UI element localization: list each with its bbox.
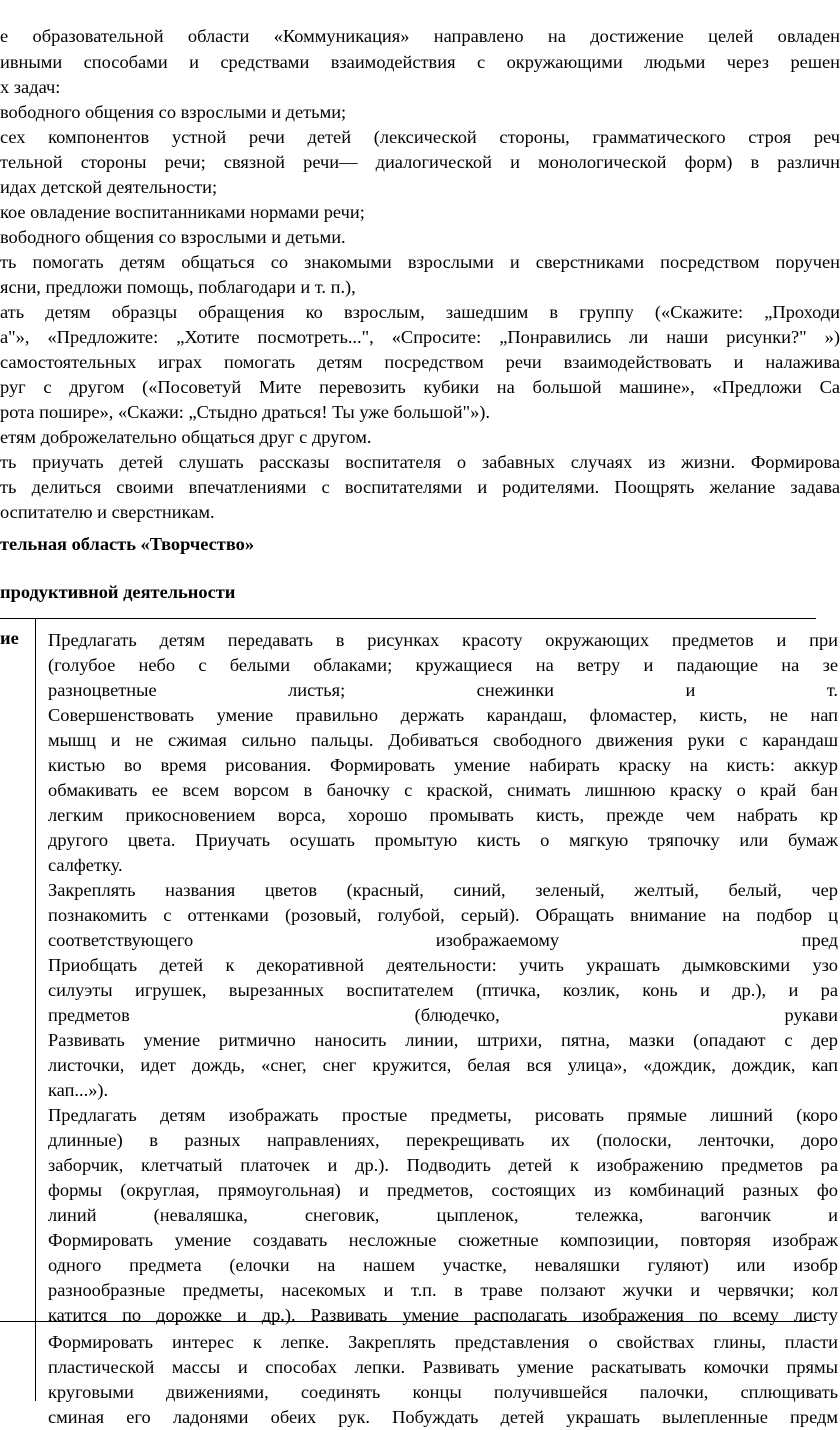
drawing-cell-line: разноцветные листья; снежинки и т. [48,680,838,700]
drawing-cell-line: легким прикосновением ворса, хорошо промывать кисть, прежде чем набрать кр [48,805,838,825]
drawing-cell-line: Развивать умение ритмично наносить линии, штрихи, пятна, мазки (опадают с дер [48,1030,838,1050]
text-line: вободного общения со взрослыми и детьми. [0,227,346,247]
text-line: ивными способами и средствами взаимодействия с окружающими людьми через решен [0,52,840,72]
drawing-cell-line: разнообразные предметы, насекомых и т.п. в траве ползают жучки и червячки; кол [48,1280,838,1300]
text-line: а"», «Предложите: „Хотите посмотреть...", «Спросите: „Понравились ли наши рисунки?" ») [0,327,840,347]
text-line: ть помогать детям общаться со знакомыми взрослыми и сверстниками посредством поручен [0,252,840,272]
drawing-cell-line: линий (неваляшка, снеговик, цыпленок, тележка, вагончик и [48,1205,838,1225]
text-line: самостоятельных играх помогать детям посредством речи взаимодействовать и налажива [0,352,840,372]
text-line: вободного общения со взрослыми и детьми; [0,102,347,122]
drawing-cell-line: катится по дорожке и др.). Развивать умение располагать изображения по всему листу [48,1305,838,1325]
drawing-cell-line: соответствующего изображаемому пред [48,930,838,950]
drawing-cell-line: формы (округлая, прямоугольная) и предметов, состоящих из комбинаций разных фо [48,1180,838,1200]
text-line: ть делиться своими впечатлениями с воспитателями и родителями. Поощрять желание задава [0,477,840,497]
drawing-cell-line: кистью во время рисования. Формировать умение набирать краску на кисть: аккур [48,755,838,775]
drawing-cell-line: одного предмета (елочки на нашем участке, неваляшки гуляют) или изобр [48,1255,838,1275]
modeling-cell-line: Формировать интерес к лепке. Закреплять представления о свойствах глины, пласти [48,1332,838,1352]
drawing-cell-line: заборчик, клетчатый платочек и др.). Подводить детей к изображению предметов ра [48,1155,838,1175]
text-line: ясни, предложи помощь, поблагодари и т. п.), [0,277,356,297]
table-top-border [0,618,816,619]
text-line: идах детской деятельности; [0,177,218,197]
modeling-cell-line: пластической массы и способах лепки. Развивать умение раскатывать комочки прямы [48,1357,838,1377]
drawing-cell-line: кап...»). [48,1080,109,1100]
drawing-cell-line: Закреплять названия цветов (красный, синий, зеленый, желтый, белый, чер [48,880,838,900]
text-line: ть приучать детей слушать рассказы воспитателя о забавных случаях из жизни. Формирова [0,452,840,472]
table-column-divider [35,618,36,1401]
drawing-cell-line: силуэты игрушек, вырезанных воспитателем (птичка, козлик, конь и др.), и ра [48,980,838,1000]
modeling-cell-line: круговыми движениями, соединять концы получившейся палочки, сплющивать [48,1382,838,1402]
drawing-cell-line: салфетку. [48,855,123,875]
drawing-cell-line: Формировать умение создавать несложные сюжетные композиции, повторяя изображ [48,1230,838,1250]
drawing-cell-line: (голубое небо с белыми облаками; кружащиеся на ветру и падающие на зе [48,655,838,675]
text-line: е образовательной области «Коммуникация» направлено на достижение целей овладен [0,26,840,46]
drawing-cell-line: Совершенствовать умение правильно держать карандаш, фломастер, кисть, не нап [48,705,838,725]
drawing-cell-line: мышц и не сжимая сильно пальцы. Добиваться свободного движения руки с карандаш [48,730,838,750]
text-line: кое овладение воспитанниками нормами речи; [0,202,365,222]
modeling-cell-line: сминая его ладонями обеих рук. Побуждать детей украшать вылепленные предм [48,1407,838,1427]
drawing-cell-line: листочки, идет дождь, «снег, снег кружится, белая вся улица», «дождик, дождик, кап [48,1055,838,1075]
drawing-cell-line: другого цвета. Приучать осушать промытую кисть о мягкую тряпочку или бумаж [48,830,838,850]
text-line: руг с другом («Посоветуй Мите перевозить кубики на большой машине», «Предложи Са [0,377,840,397]
drawing-cell-line: Предлагать детям передавать в рисунках красоту окружающих предметов и при [48,630,838,650]
text-line: рота пошире», «Скажи: „Стыдно драться! Ты уже большой"»). [0,402,491,422]
drawing-cell-line: Предлагать детям изображать простые предметы, рисовать прямые лишний (коро [48,1105,838,1125]
drawing-cell-line: Приобщать детей к декоративной деятельности: учить украшать дымковскими узо [48,955,838,975]
heading-creativity: тельная область «Творчество» [0,534,255,554]
heading-productive-activity: продуктивной деятельности [0,582,236,602]
drawing-cell-line: познакомить с оттенками (розовый, голубой, серый). Обращать внимание на подбор ц [48,905,838,925]
table-row-label: ие [0,628,19,648]
text-line: х задач: [0,77,61,97]
text-line: етям доброжелательно общаться друг с другом. [0,427,372,447]
drawing-cell-line: длинные) в разных направлениях, перекрещивать их (полоски, ленточки, доро [48,1130,838,1150]
text-line: оспитателю и сверстникам. [0,502,215,522]
text-line: сех компонентов устной речи детей (лексической стороны, грамматического строя реч [0,127,840,147]
text-line: ать детям образцы обращения ко взрослым, зашедшим в группу («Скажите: „Проходи [0,302,840,322]
drawing-cell-line: обмакивать ее всем ворсом в баночку с краской, снимать лишнюю краску о край бан [48,780,838,800]
text-line: тельной стороны речи; связной речи— диалогической и монологической форм) в различн [0,152,840,172]
drawing-cell-line: предметов (блюдечко, рукави [48,1005,838,1025]
